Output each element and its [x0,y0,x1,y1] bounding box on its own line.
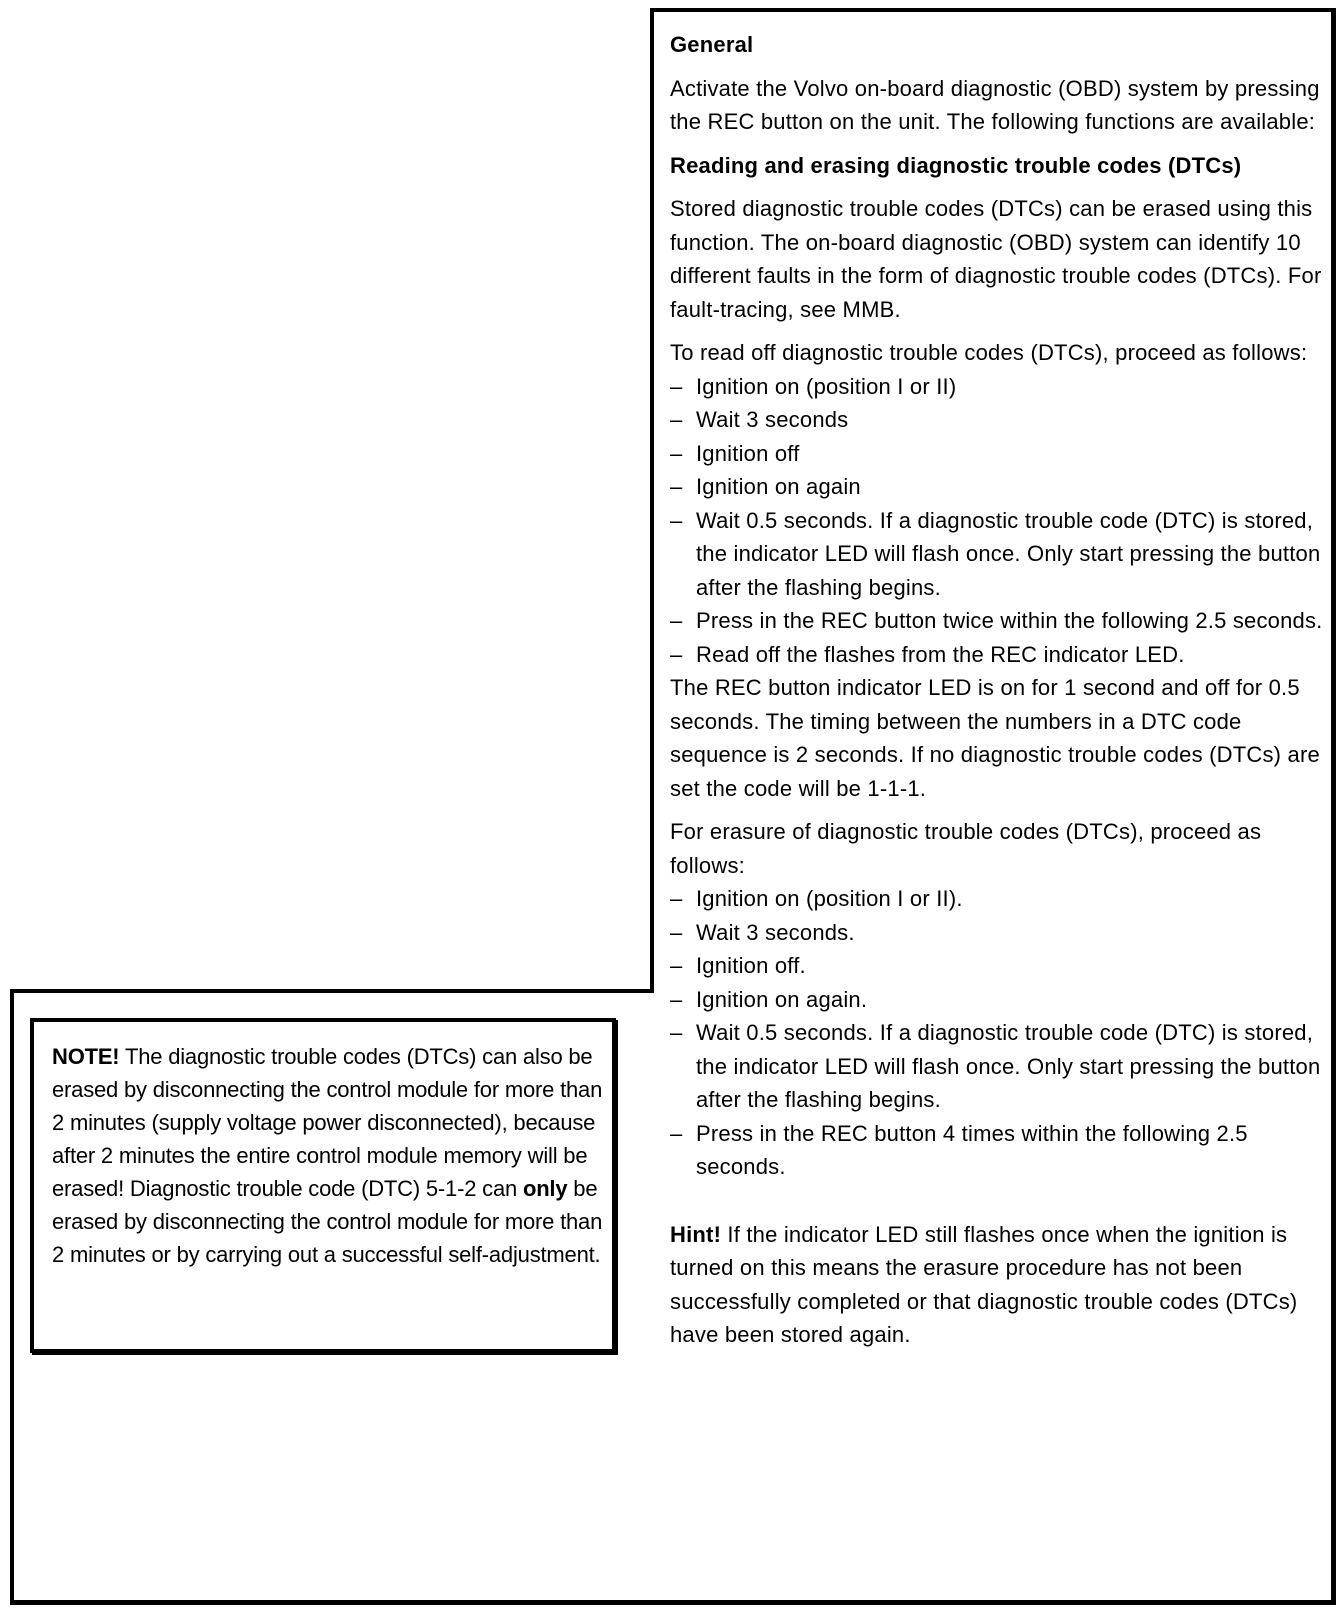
note-label: NOTE! [52,1044,120,1069]
timing-paragraph: The REC button indicator LED is on for 1 second and off for 0.5 seconds. The timing between the numbers in a DTC code sequence is 2 seconds. If no diagnostic trouble codes (DTCs) are set the code will be 1-1-1. [670,675,1320,801]
frame-top-border [650,8,1336,12]
erase-procedure-lead: For erasure of diagnostic trouble codes (DTCs), proceed as follows: [670,819,1262,878]
frame-step-border [10,989,654,993]
note-text-part-1: The diagnostic trouble codes (DTCs) can also be erased by disconnecting the control module for more than 2 minutes (supply voltage power disconnected), because after 2 minutes the entire control module memory will be erased! Diagnostic trouble code (DTC) 5-1-2 can [52,1044,603,1201]
reading-intro: Stored diagnostic trouble codes (DTCs) can be erased using this function. The on-board diagnostic (OBD) system can identify 10 different faults in the form of diagnostic trouble codes (DTCs). For fault-tracing, see MMB. [670,196,1322,322]
hint-label: Hint! [670,1221,722,1247]
main-text-column [670,22,1330,1362]
read-procedure-lead: To read off diagnostic trouble codes (DTCs), proceed as follows: [670,340,1308,365]
list-item: – Ignition on again [670,470,1330,504]
frame-left-upper-border [650,8,654,993]
erase-steps-list [670,882,1330,1184]
hint-paragraph [670,1218,1330,1352]
frame-left-lower-border [10,989,14,1605]
list-item: – Ignition off. [670,949,1330,983]
list-item: – Press in the REC button 4 times within the following 2.5 seconds. [670,1117,1330,1184]
list-item: – Read off the flashes from the REC indicator LED. [670,638,1330,672]
list-item: – Ignition off [670,437,1330,471]
list-item: – Wait 3 seconds. [670,916,1330,950]
frame-bottom-border [10,1600,1336,1605]
list-item: – Wait 3 seconds [670,403,1330,437]
list-item: – Wait 0.5 seconds. If a diagnostic trouble code (DTC) is stored, the indicator LED will flash once. Only start pressing the button after the flashing begins. [670,504,1330,605]
list-item: – Press in the REC button twice within the following 2.5 seconds. [670,604,1330,638]
read-steps-list [670,370,1330,672]
list-item: – Ignition on (position I or II). [670,882,1330,916]
note-emphasis: only [522,1176,568,1201]
note-text-part-2: be erased by disconnecting the control module for more than 2 minutes or by carrying out a successful self-adjustment. [52,1176,603,1267]
general-intro: Activate the Volvo on-board diagnostic (OBD) system by pressing the REC button on the unit. The following functions are available: [670,75,1320,134]
list-item: – Ignition on (position I or II) [670,370,1330,404]
list-item: – Ignition on again. [670,983,1330,1017]
general-heading: General [670,32,754,57]
list-item: – Wait 0.5 seconds. If a diagnostic trouble code (DTC) is stored, the indicator LED will flash once. Only start pressing the button after the flashing begins. [670,1016,1330,1117]
frame-right-border [1331,8,1336,1605]
reading-heading: Reading and erasing diagnostic trouble codes (DTCs) [670,152,1242,178]
hint-text: If the indicator LED still flashes once when the ignition is turned on this means the erasure procedure has not been successfully completed or that diagnostic trouble codes (DTCs) have been stored again. [670,1221,1298,1347]
note-paragraph [52,1040,608,1271]
